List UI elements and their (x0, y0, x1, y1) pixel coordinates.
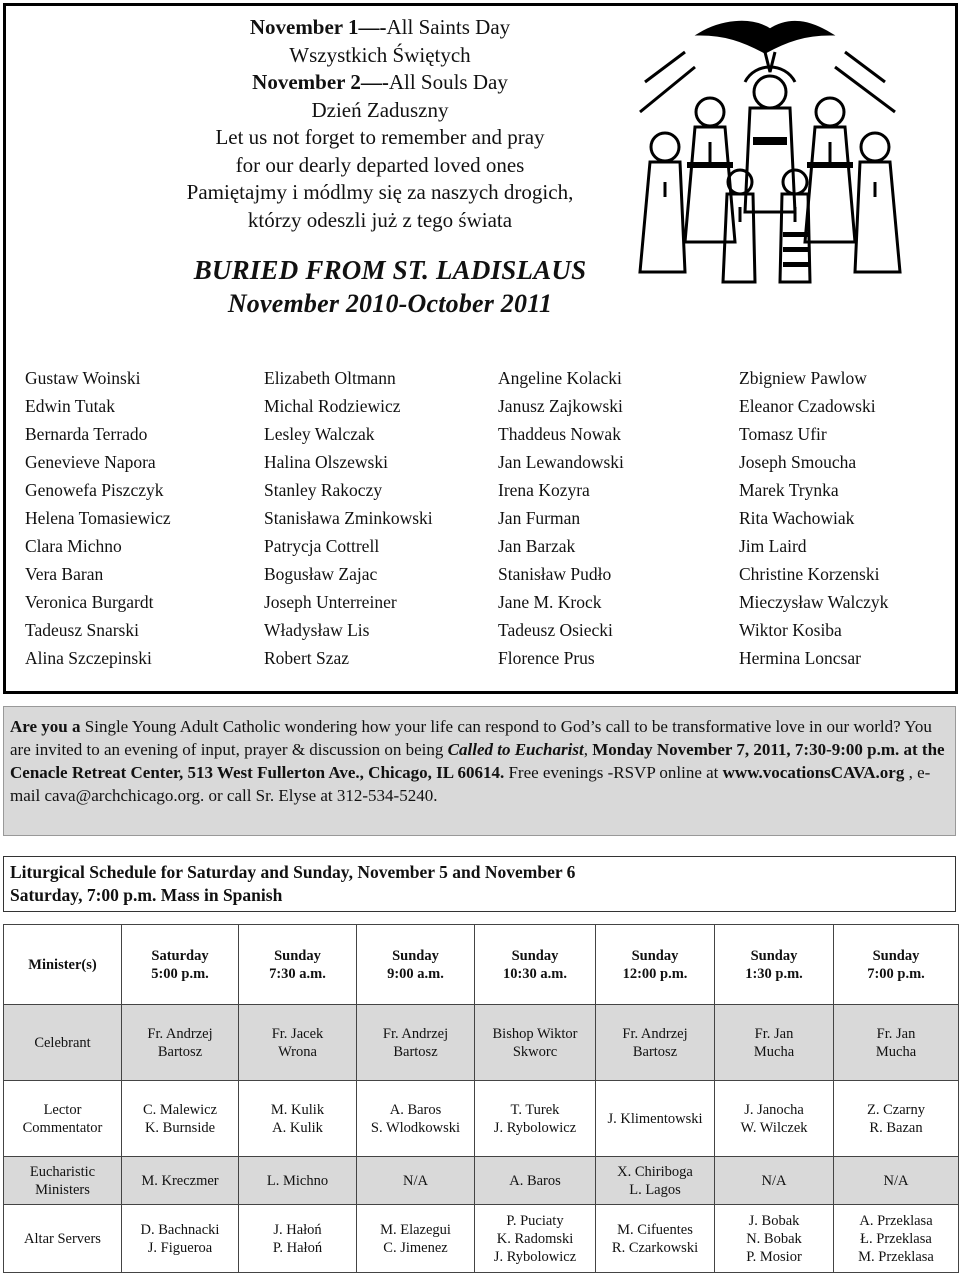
name-entry: Tadeusz Snarski (25, 620, 139, 640)
cell-line: J. Klimentowski (607, 1110, 703, 1127)
name-entry: Joseph Unterreiner (264, 592, 397, 612)
names-column-3 (498, 364, 624, 672)
table-row (4, 1005, 959, 1081)
cell-line: Sunday (631, 947, 679, 964)
table-cell (475, 1205, 596, 1273)
cell-line: 7:00 p.m. (867, 965, 925, 982)
cell-line: Bartosz (393, 1043, 438, 1060)
table-cell (834, 1205, 959, 1273)
cell-line: Ł. Przeklasa (860, 1230, 932, 1247)
all-souls-line: November 2—-All Souls Day (252, 70, 508, 94)
row-label-cell (4, 1205, 122, 1273)
cell-line: Lector (43, 1101, 82, 1118)
cell-line: Mucha (875, 1043, 917, 1060)
name-entry: Gustaw Woinski (25, 368, 141, 388)
row-label-cell (4, 1081, 122, 1157)
event-date-location: Monday November 7, 2011, 7:30-9:00 p.m. at the Cenacle Retreat Center, 513 West Fullerton Ave., Chicago, IL 60614. (10, 740, 945, 782)
table-cell (475, 1005, 596, 1081)
table-cell (834, 1081, 959, 1157)
cell-line: M. Cifuentes (617, 1221, 693, 1238)
names-column-4 (739, 364, 888, 672)
minister-schedule-table (3, 924, 959, 1273)
buried-subtitle: November 2010-October 2011 (227, 289, 553, 318)
table-cell (596, 1157, 715, 1205)
cell-line: Fr. Jacek (271, 1025, 324, 1042)
remember-line-2: for our dearly departed loved ones (235, 152, 525, 177)
liturgical-schedule-heading (3, 856, 956, 912)
cell-line: S. Wlodkowski (370, 1119, 461, 1136)
table-row (4, 1157, 959, 1205)
row-label-cell (4, 1005, 122, 1081)
cell-line: 9:00 a.m. (387, 965, 444, 982)
cell-line: N. Bobak (746, 1230, 802, 1247)
cell-line: Fr. Jan (876, 1025, 916, 1042)
table-cell (715, 1205, 834, 1273)
cell-line: 1:30 p.m. (745, 965, 803, 982)
cell-line: Z. Czarny (867, 1101, 925, 1118)
cell-line: Bartosz (157, 1043, 203, 1060)
announcement-text: Are you a Single Young Adult Catholic wondering how your life can respond to God’s call to be transformative love in our world? You are invited to an evening of input, prayer & discussion on being Called to Eucharist, Monday November 7, 2011, 7:30-9:00 p.m. at the Cenacle Retreat Center, 513 West Fullerton Ave., Chicago, IL 60614. Free evenings -RSVP online at www.vocationsCAVA.org , e-mail cava@archchicago.org. or call Sr. Elyse at 312-534-5240. (10, 717, 945, 805)
table-cell (596, 1081, 715, 1157)
table-cell (239, 1205, 357, 1273)
cell-line: Sunday (392, 947, 439, 964)
name-entry: Władysław Lis (264, 620, 370, 640)
name-entry: Edwin Tutak (25, 396, 115, 416)
cell-line: T. Turek (510, 1101, 560, 1118)
cava-email-link[interactable]: cava@archchicago.org. (44, 786, 205, 805)
cell-line: Commentator (22, 1119, 103, 1136)
table-cell (475, 925, 596, 1005)
name-entry: Irena Kozyra (498, 480, 590, 500)
name-entry: Florence Prus (498, 648, 595, 668)
cell-line: W. Wilczek (740, 1119, 808, 1136)
names-column-1 (25, 364, 171, 672)
cell-line: R. Bazan (869, 1119, 923, 1136)
cell-line: Wrona (278, 1043, 317, 1060)
cell-line: Fr. Andrzej (622, 1025, 688, 1042)
table-cell (239, 1005, 357, 1081)
cell-line: 12:00 p.m. (622, 965, 688, 982)
cell-line: 7:30 a.m. (269, 965, 326, 982)
cell-line: Minister(s) (28, 956, 97, 973)
buried-title: BURIED FROM ST. LADISLAUS (193, 255, 587, 285)
table-cell (834, 1157, 959, 1205)
cell-line: Eucharistic (29, 1163, 96, 1180)
table-cell (122, 1081, 239, 1157)
table-cell (715, 1005, 834, 1081)
name-entry: Wiktor Kosiba (739, 620, 842, 640)
row-label-cell (4, 925, 122, 1005)
cell-line: A. Kulik (272, 1119, 323, 1136)
table-cell (357, 1205, 475, 1273)
name-entry: Alina Szczepinski (25, 648, 152, 668)
cell-line: Saturday (151, 947, 209, 964)
cell-line: K. Radomski (496, 1230, 574, 1247)
cell-line: Fr. Andrzej (382, 1025, 449, 1042)
cell-line: Celebrant (34, 1034, 91, 1051)
cell-line: C. Jimenez (383, 1239, 448, 1256)
name-entry: Angeline Kolacki (498, 368, 622, 388)
cell-line: J. Hałoń (273, 1221, 322, 1238)
cell-line: Altar Servers (24, 1230, 101, 1247)
cell-line: P. Puciaty (506, 1212, 564, 1229)
cell-line: P. Mosior (746, 1248, 802, 1265)
name-entry: Jan Furman (498, 508, 581, 528)
cell-line: Sunday (872, 947, 920, 964)
name-entry: Joseph Smoucha (739, 452, 857, 472)
row-label-cell (4, 1157, 122, 1205)
name-entry: Veronica Burgardt (25, 592, 154, 612)
cell-line: 10:30 a.m. (502, 965, 568, 982)
name-entry: Tadeusz Osiecki (498, 620, 613, 640)
cell-line: Mucha (753, 1043, 795, 1060)
all-saints-illustration-icon (625, 12, 915, 302)
table-cell (122, 1205, 239, 1273)
all-souls-polish: Dzień Zaduszny (311, 97, 449, 122)
cell-line: N/A (403, 1172, 428, 1189)
cell-line: J. Rybolowicz (493, 1119, 577, 1136)
cell-line: 5:00 p.m. (151, 965, 209, 982)
table-cell (357, 1005, 475, 1081)
remember-line-1: Let us not forget to remember and pray (215, 125, 545, 149)
all-saints-line: November 1—-All Saints Day (249, 15, 511, 39)
cell-line: Sunday (750, 947, 798, 964)
cell-line: J. Janocha (744, 1101, 804, 1118)
table-row (4, 1081, 959, 1157)
cell-line: M. Elazegui (380, 1221, 451, 1238)
table-cell (834, 925, 959, 1005)
table-cell (357, 1081, 475, 1157)
name-entry: Michal Rodziewicz (264, 396, 401, 416)
table-cell (357, 1157, 475, 1205)
vocations-website-link[interactable]: www.vocationsCAVA.org (722, 763, 905, 782)
cell-line: M. Przeklasa (858, 1248, 934, 1265)
table-row (4, 1205, 959, 1273)
cell-line: Bishop Wiktor (492, 1025, 578, 1042)
name-entry: Rita Wachowiak (739, 508, 855, 528)
cell-line: C. Malewicz (142, 1101, 218, 1118)
table-cell (239, 1157, 357, 1205)
cell-line: J. Rybolowicz (493, 1248, 577, 1265)
name-entry: Janusz Zajkowski (498, 396, 623, 416)
table-cell (834, 1005, 959, 1081)
name-entry: Hermina Loncsar (739, 648, 861, 668)
cell-line: R. Czarkowski (611, 1239, 699, 1256)
name-entry: Vera Baran (25, 564, 104, 584)
name-entry: Jane M. Krock (498, 592, 602, 612)
name-entry: Lesley Walczak (264, 424, 375, 444)
cell-line: L. Michno (266, 1172, 329, 1189)
table-cell (715, 925, 834, 1005)
name-entry: Mieczysław Walczyk (739, 592, 889, 612)
names-column-2 (264, 364, 433, 672)
cell-line: Fr. Jan (754, 1025, 794, 1042)
remembrance-header (130, 14, 630, 234)
name-entry: Stanley Rakoczy (264, 480, 383, 500)
table-cell (715, 1157, 834, 1205)
name-entry: Genowefa Piszczyk (25, 480, 164, 500)
young-adult-announcement (3, 706, 956, 836)
cell-line: A. Baros (509, 1172, 561, 1189)
remember-polish-2: którzy odeszli już z tego świata (247, 207, 513, 232)
table-cell (596, 1205, 715, 1273)
cell-line: L. Lagos (629, 1181, 681, 1198)
event-title: Called to Eucharist (447, 740, 584, 759)
table-cell (239, 1081, 357, 1157)
cell-line: M. Kulik (270, 1101, 325, 1118)
name-entry: Stanisław Pudło (498, 564, 612, 584)
cell-line: K. Burnside (144, 1119, 216, 1136)
table-cell (239, 925, 357, 1005)
table-cell (122, 1005, 239, 1081)
name-entry: Genevieve Napora (25, 452, 156, 472)
cell-line: N/A (883, 1172, 909, 1189)
name-entry: Clara Michno (25, 536, 122, 556)
cell-line: Skworc (512, 1043, 558, 1060)
cell-line: Ministers (35, 1181, 90, 1198)
name-entry: Jim Laird (739, 536, 807, 556)
cell-line: M. Kreczmer (141, 1172, 219, 1189)
schedule-title: Liturgical Schedule for Saturday and Sunday, November 5 and November 6 (10, 862, 576, 882)
cell-line: N/A (761, 1172, 787, 1189)
buried-heading (140, 254, 640, 320)
name-entry: Robert Szaz (264, 648, 350, 668)
name-entry: Zbigniew Pawlow (739, 368, 867, 388)
name-entry: Halina Olszewski (264, 452, 388, 472)
table-cell (596, 925, 715, 1005)
table-cell (475, 1081, 596, 1157)
table-cell (596, 1005, 715, 1081)
remember-polish-1: Pamiętajmy i módlmy się za naszych drogich, (186, 180, 574, 204)
cell-line: Bartosz (632, 1043, 678, 1060)
name-entry: Thaddeus Nowak (498, 424, 621, 444)
name-entry: Marek Trynka (739, 480, 839, 500)
table-cell (715, 1081, 834, 1157)
cell-line: A. Przeklasa (859, 1212, 933, 1229)
table-header-row (4, 925, 959, 1005)
cell-line: X. Chiriboga (617, 1163, 693, 1180)
cell-line: A. Baros (389, 1101, 442, 1118)
name-entry: Jan Lewandowski (498, 452, 624, 472)
cell-line: J. Figueroa (147, 1239, 213, 1256)
name-entry: Stanisława Zminkowski (264, 508, 433, 528)
name-entry: Christine Korzenski (739, 564, 880, 584)
name-entry: Elizabeth Oltmann (264, 368, 396, 388)
cell-line: J. Bobak (748, 1212, 800, 1229)
name-entry: Eleanor Czadowski (739, 396, 876, 416)
name-entry: Patrycja Cottrell (264, 536, 380, 556)
name-entry: Tomasz Ufir (739, 424, 827, 444)
table-cell (357, 925, 475, 1005)
table-cell (122, 925, 239, 1005)
cell-line: Fr. Andrzej (147, 1025, 213, 1042)
cell-line: P. Hałoń (272, 1239, 323, 1256)
all-saints-polish: Wszystkich Świętych (289, 42, 471, 67)
cell-line: Sunday (274, 947, 321, 964)
name-entry: Bogusław Zajac (264, 564, 378, 584)
name-entry: Jan Barzak (498, 536, 576, 556)
cell-line: Sunday (511, 947, 559, 964)
name-entry: Bernarda Terrado (25, 424, 148, 444)
table-cell (475, 1157, 596, 1205)
table-cell (122, 1157, 239, 1205)
name-entry: Helena Tomasiewicz (25, 508, 171, 528)
schedule-spanish-mass: Saturday, 7:00 p.m. Mass in Spanish (10, 885, 283, 905)
cell-line: D. Bachnacki (140, 1221, 220, 1238)
